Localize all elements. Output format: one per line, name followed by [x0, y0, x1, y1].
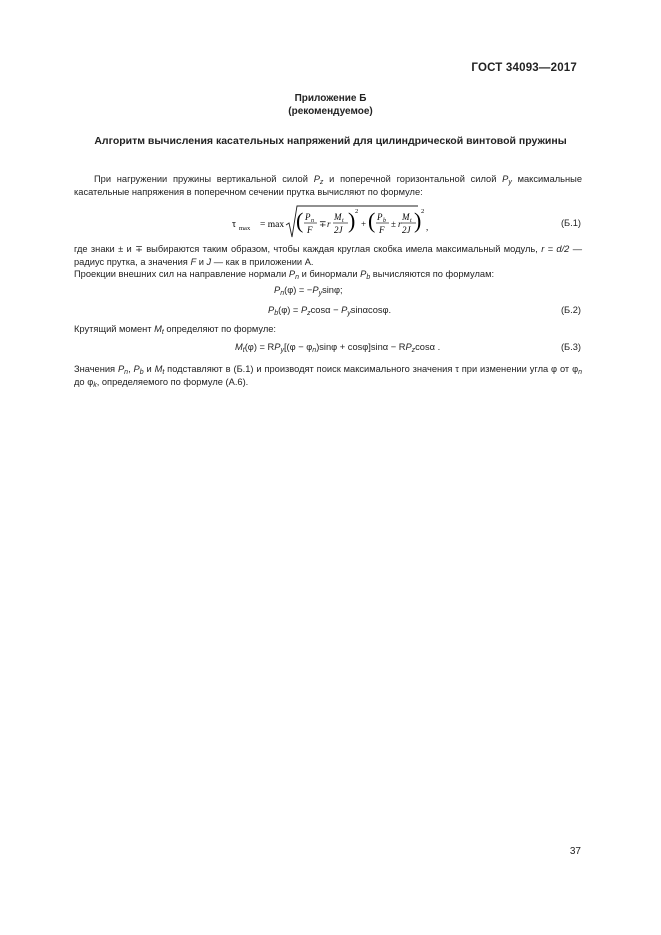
paragraph-values: Значения $P_n$, $P_b$ и $M_t$ подставляют в (Б.1) и производят поиск максимального значения τ при изменении угла φ от $\varphi_n$ до $\varphi_k$, определяемого по формуле (А.6).	[74, 364, 582, 389]
paren-open-1: (	[296, 208, 304, 233]
page-title: Алгоритм вычисления касательных напряжений для цилиндрической винтовой пружины	[94, 135, 567, 147]
paragraph-signs: где знаки ± и ∓ выбираются таким образом, чтобы каждая круглая скобка имела максимальный модуль, r = d/2 — радиус прутка, а значения F и J — как в приложении А.	[74, 244, 582, 267]
paragraph-torque: Крутящий момент $M_t$ определяют по формуле:	[74, 324, 277, 336]
frac1-den: F	[307, 225, 313, 235]
formula-tau: τ	[232, 219, 237, 230]
frac4-den: 2J	[402, 225, 411, 235]
frac2-num-sub: t	[342, 218, 344, 224]
square-2: 2	[421, 208, 425, 215]
frac3-num: P	[377, 212, 383, 222]
appendix-status: (рекомендуемое)	[288, 106, 373, 117]
equation-number-b3: (Б.3)	[560, 342, 581, 352]
formula-b2-line1: $P_n(\varphi) = -P_y\sin\varphi$;	[274, 285, 343, 297]
frac2-num: M	[334, 212, 342, 222]
formula-b3: $M_t(\varphi) = RP_y[(\varphi - \varphi_n)\sin\varphi + \cos\varphi]\sin\alpha - RP_z\cos\alpha$ .	[235, 342, 441, 354]
op-pm: ±	[391, 219, 396, 229]
op-mp: ∓	[319, 219, 327, 229]
appendix-label: Приложение Б	[294, 93, 367, 104]
formula-b1	[230, 203, 460, 243]
term-r2: r	[398, 219, 402, 229]
frac3-num-sub: b	[383, 218, 386, 224]
frac4-num-sub: t	[410, 218, 412, 224]
formula-tau-sub: max	[239, 225, 251, 232]
equation-number-b2: (Б.2)	[560, 305, 581, 315]
formula-b1-graphic	[230, 203, 460, 243]
paren-close-2: )	[414, 208, 422, 233]
document-header: ГОСТ 34093—2017	[471, 62, 577, 74]
term-r1: r	[327, 219, 331, 229]
square-1: 2	[355, 208, 359, 215]
op-plus: +	[361, 219, 367, 229]
equation-number-b1: (Б.1)	[560, 218, 581, 228]
paragraph-intro: При нагружении пружины вертикальной силой $P_z$ и поперечной горизонтальной силой $P_y$ максимальные касательные напряжения в поперечном сечении прутка вычисляют по формуле:	[74, 174, 582, 197]
frac4-num: M	[402, 212, 410, 222]
paragraph-projections: Проекции внешних сил на направление нормали $P_n$ и бинормали $P_b$ вычисляются по формулам:	[74, 269, 495, 281]
frac1-num-sub: n	[311, 218, 314, 224]
frac3-den: F	[379, 225, 385, 235]
formula-b1-tail: ,	[426, 222, 429, 232]
formula-b2-line2: $P_b(\varphi) = P_z\cos\alpha - P_y\sin\alpha\cos\varphi$.	[268, 305, 392, 317]
paren-open-2: (	[368, 208, 376, 233]
paren-close-1: )	[348, 208, 356, 233]
page-number: 37	[569, 846, 581, 857]
frac1-num: P	[305, 212, 311, 222]
formula-max: = max	[260, 220, 285, 230]
frac2-den: 2J	[334, 225, 343, 235]
